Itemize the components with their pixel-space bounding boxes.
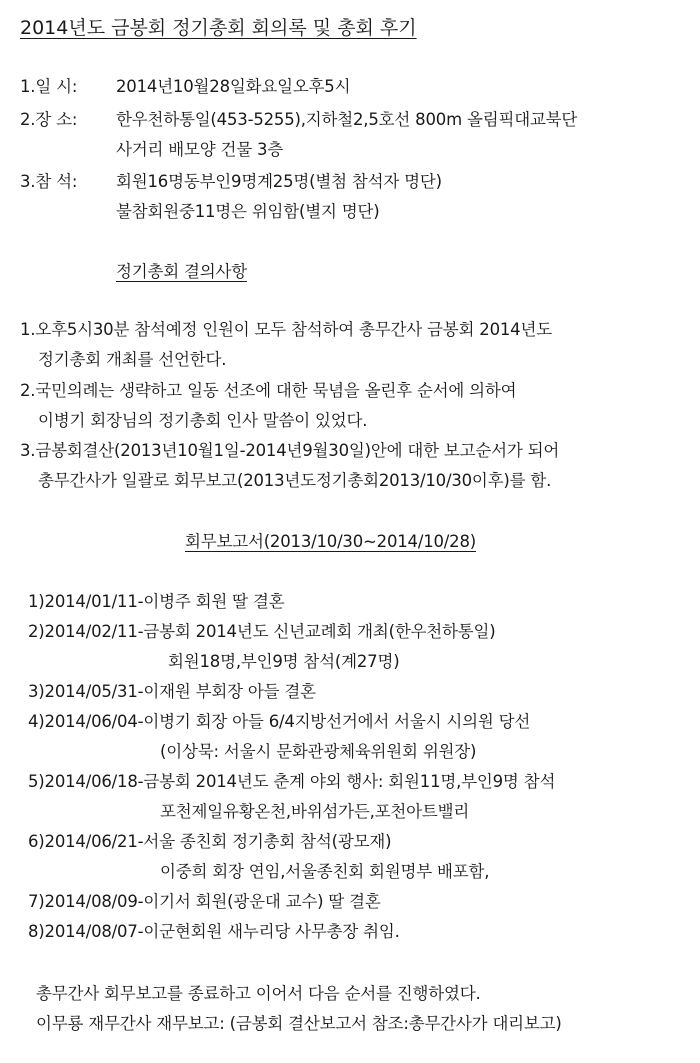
meta-place-value: 한우천하통일(453-5255),지하철2,5호선 800m 올림픽대교북단 [116,110,578,129]
report-item-detail: 포천제일유황온천,바위섬가든,포천아트밸리 [160,802,470,821]
report-item: 3)2014/05/31-이재원 부회장 아들 결혼 [28,682,316,701]
report-item: 5)2014/06/18-금봉회 2014년도 춘계 야외 행사: 회원11명,부인9명 참석 [28,772,556,791]
report-item: 2)2014/02/11-금봉회 2014년도 신년교례회 개최(한우천하통일) [28,622,496,641]
report-item-detail: (이상묵: 서울시 문화관광체육위원회 위원장) [160,742,477,761]
report-item-detail: 회원18명,부인9명 참석(계27명) [168,652,400,671]
meta-date-value: 2014년10월28일화요일오후5시 [116,77,351,96]
meta-date-label: 1.일 시: [20,77,78,96]
meta-attendance-cont: 불참회원중11명은 위임함(별지 명단) [116,202,380,221]
report-item-detail: 이중희 회장 연임,서울종친회 회원명부 배포함, [160,862,490,881]
resolution-item-cont: 총무간사가 일괄로 회무보고(2013년도정기총회2013/10/30이후)를 함. [38,471,552,490]
resolutions-heading: 정기총회 결의사항 [116,262,247,281]
meta-place-cont: 사거리 배모양 건물 3층 [116,140,284,159]
report-item: 4)2014/06/04-이병기 회장 아들 6/4지방선거에서 서울시 시의원 당선 [28,712,531,731]
resolution-item: 1.오후5시30분 참석예정 인원이 모두 참석하여 총무간사 금봉회 2014년도 [20,320,552,339]
report-heading: 회무보고서(2013/10/30~2014/10/28) [185,532,476,551]
report-item: 6)2014/06/21-서울 종친회 정기총회 참석(광모재) [28,832,392,851]
resolution-item: 2.국민의례는 생략하고 일동 선조에 대한 묵념을 올린후 순서에 의하여 [20,381,517,400]
resolution-item-cont: 이병기 회장님의 정기총회 인사 말씀이 있었다. [38,411,368,430]
meta-attendance-value: 회원16명동부인9명계25명(별첨 참석자 명단) [116,172,442,191]
document-title: 2014년도 금봉회 정기총회 회의록 및 총회 후기 [20,17,417,39]
report-item: 8)2014/08/07-이군현회원 새누리당 사무총장 취임. [28,922,400,941]
resolution-item: 3.금봉회결산(2013년10월1일-2014년9월30일)안에 대한 보고순서가 되어 [20,441,560,460]
report-item: 1)2014/01/11-이병주 회원 딸 결혼 [28,592,285,611]
closing-line: 총무간사 회무보고를 종료하고 이어서 다음 순서를 진행하였다. [36,984,481,1003]
closing-line: 이무룡 재무간사 재무보고: (금봉회 결산보고서 참조:총무간사가 대리보고) [36,1014,562,1033]
meta-attendance-label: 3.참 석: [20,172,78,191]
resolution-item-cont: 정기총회 개최를 선언한다. [38,350,227,369]
report-item: 7)2014/08/09-이기서 회원(광운대 교수) 딸 결혼 [28,892,381,911]
meta-place-label: 2.장 소: [20,110,78,129]
